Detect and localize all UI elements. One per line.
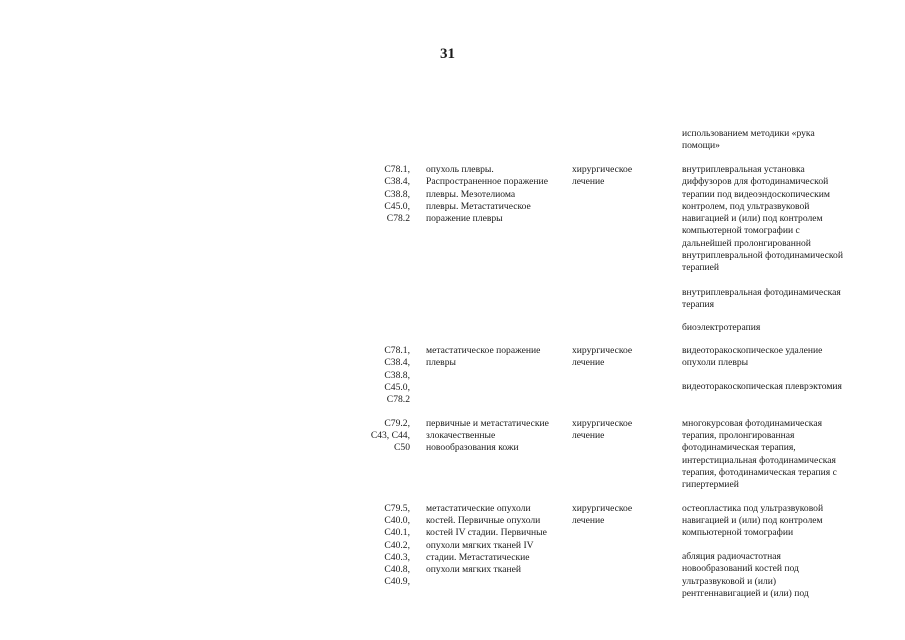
code-line: C40.2, bbox=[384, 540, 410, 551]
method-line: интерстициальная фотодинамическая bbox=[682, 455, 836, 466]
treatment-line: хирургическое bbox=[572, 503, 633, 514]
condition-line: костей. Первичные опухоли bbox=[426, 515, 541, 526]
method-line: многокурсовая фотодинамическая bbox=[682, 418, 822, 429]
condition-line: новообразования кожи bbox=[426, 442, 519, 453]
code-line: C50 bbox=[394, 442, 410, 453]
method-line: биоэлектротерапия bbox=[682, 322, 761, 333]
method-line: видеоторакоскопическая плеврэктомия bbox=[682, 381, 842, 392]
code-line: C78.2 bbox=[386, 394, 410, 405]
code-line: C78.1, bbox=[384, 345, 410, 356]
method-line: контролем, под ультразвуковой bbox=[682, 201, 810, 212]
code-line: C79.5, bbox=[384, 503, 410, 514]
method-line: терапия bbox=[682, 299, 715, 310]
treatment-line: хирургическое bbox=[572, 418, 633, 429]
condition-line: костей IV стадии. Первичные bbox=[426, 527, 547, 538]
method-line: внутриплевральная фотодинамическая bbox=[682, 287, 841, 298]
condition-line: плевры. Метастатическое bbox=[426, 201, 531, 212]
method-line: новообразований костей под bbox=[682, 563, 799, 574]
condition-line: поражение плевры bbox=[426, 213, 503, 224]
page-number: 31 bbox=[440, 46, 455, 62]
code-line: C38.8, bbox=[384, 189, 410, 200]
code-line: C40.1, bbox=[384, 527, 410, 538]
method-line: диффузоров для фотодинамической bbox=[682, 176, 829, 187]
code-line: C43, C44, bbox=[370, 430, 410, 441]
method-line: фотодинамическая терапия, bbox=[682, 442, 796, 453]
code-line: C40.3, bbox=[384, 552, 410, 563]
method-line: опухоли плевры bbox=[682, 357, 749, 368]
condition-line: первичные и метастатические bbox=[426, 418, 549, 429]
treatment-line: лечение bbox=[572, 357, 605, 368]
code-line: C40.9, bbox=[384, 576, 410, 587]
method-line: рентгеннавигацией и (или) под bbox=[682, 588, 809, 599]
method-line: навигацией и (или) под контролем bbox=[682, 515, 823, 526]
method-line: остеопластика под ультразвуковой bbox=[682, 503, 824, 514]
method-line: ультразвуковой и (или) bbox=[682, 576, 777, 587]
condition-line: плевры. Мезотелиома bbox=[426, 189, 516, 200]
continuation-line: использованием методики «рука bbox=[682, 128, 815, 139]
method-line: дальнейшей пролонгированной bbox=[682, 238, 811, 249]
condition-line: плевры bbox=[426, 357, 456, 368]
method-line: видеоторакоскопическое удаление bbox=[682, 345, 823, 356]
method-line: терапией bbox=[682, 262, 720, 273]
method-line: терапии под видеоэндоскопическим bbox=[682, 189, 830, 200]
method-line: абляция радиочастотная bbox=[682, 551, 781, 562]
condition-line: опухоли мягких тканей bbox=[426, 564, 522, 575]
code-line: C38.8, bbox=[384, 370, 410, 381]
condition-line: опухоли мягких тканей IV bbox=[426, 540, 534, 551]
code-line: C38.4, bbox=[384, 357, 410, 368]
condition-line: опухоль плевры. bbox=[426, 164, 494, 175]
code-line: C45.0, bbox=[384, 382, 410, 393]
treatment-line: лечение bbox=[572, 430, 605, 441]
code-line: C78.1, bbox=[384, 164, 410, 175]
code-line: C78.2 bbox=[386, 213, 410, 224]
method-line: компьютерной томографии с bbox=[682, 225, 800, 236]
treatment-line: лечение bbox=[572, 515, 605, 526]
method-line: навигацией и (или) под контролем bbox=[682, 213, 823, 224]
condition-line: метастатическое поражение bbox=[426, 345, 541, 356]
code-line: C40.8, bbox=[384, 564, 410, 575]
method-line: терапия, фотодинамическая терапия с bbox=[682, 467, 837, 478]
condition-line: метастатические опухоли bbox=[426, 503, 531, 514]
treatment-line: хирургическое bbox=[572, 345, 633, 356]
method-line: компьютерной томографии bbox=[682, 527, 794, 538]
code-line: C79.2, bbox=[384, 418, 410, 429]
method-line: гипертермией bbox=[682, 479, 739, 490]
method-line: внутриплевральная установка bbox=[682, 164, 805, 175]
method-line: терапия, пролонгированная bbox=[682, 430, 795, 441]
treatment-line: хирургическое bbox=[572, 164, 633, 175]
condition-line: стадии. Метастатические bbox=[426, 552, 530, 563]
method-line: внутриплевральной фотодинамической bbox=[682, 250, 843, 261]
condition-line: злокачественные bbox=[426, 430, 496, 441]
condition-line: Распространенное поражение bbox=[426, 176, 548, 187]
code-line: C45.0, bbox=[384, 201, 410, 212]
continuation-line: помощи» bbox=[682, 140, 720, 151]
code-line: C40.0, bbox=[384, 515, 410, 526]
treatment-line: лечение bbox=[572, 176, 605, 187]
code-line: C38.4, bbox=[384, 176, 410, 187]
